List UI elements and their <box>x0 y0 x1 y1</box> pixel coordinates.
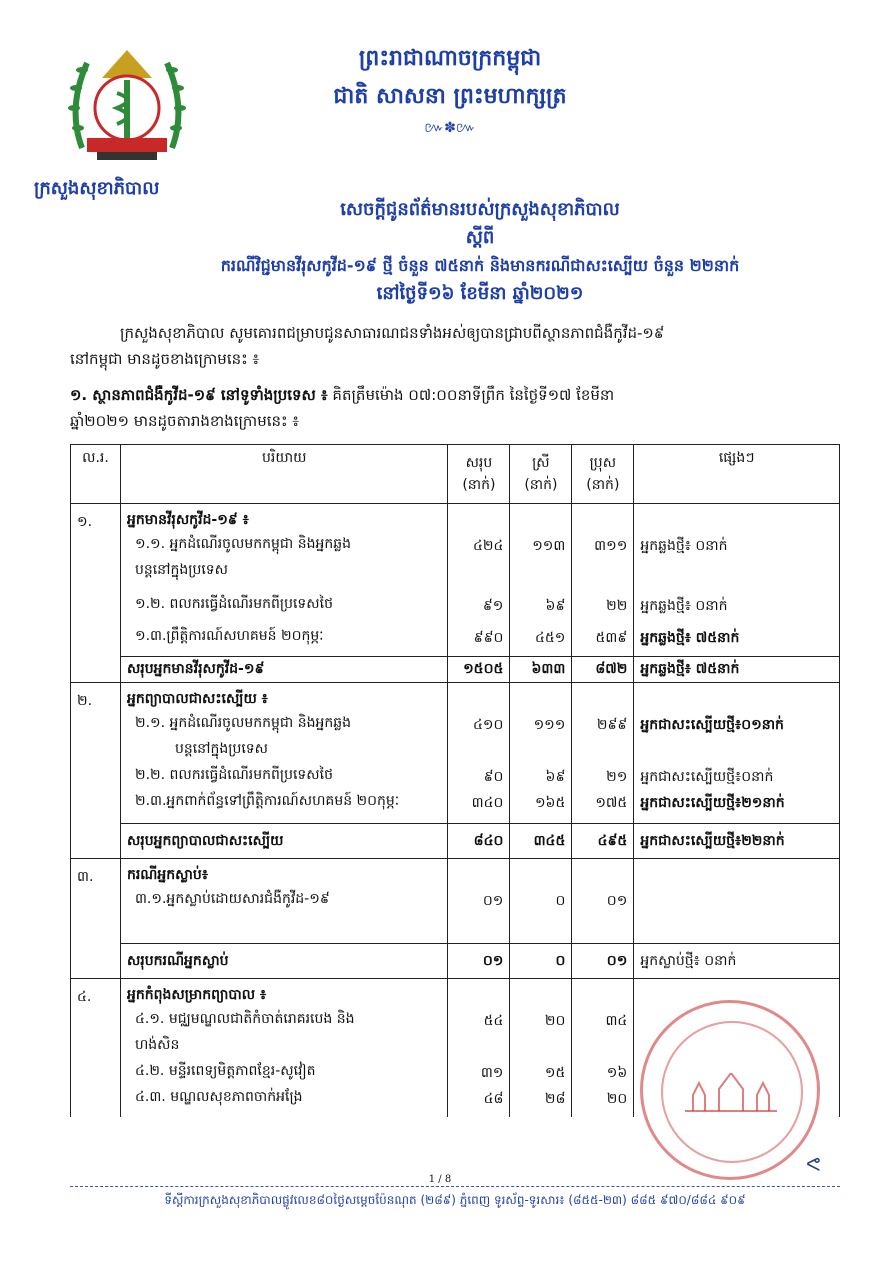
group-1-male: ៣១១ ២២ ៥៣៩ <box>572 504 634 657</box>
sum-desc: សរុបអ្នកព្យាបាលជាសះស្បើយ <box>120 824 447 859</box>
group-title: អ្នកកំពុងសម្រាកព្យាបាល ៖ <box>126 987 267 1003</box>
group-3-total: ០១ <box>448 859 510 944</box>
group-1-female: ១១៣ ៦៩ ៤៥១ <box>510 504 572 657</box>
group-2-male: ២៩៩ ២១ ១៧៥ <box>572 683 634 824</box>
group-1-totals: ៤២៤ ៩១ ៩៩០ <box>448 504 510 657</box>
sum-male: ៨៧២ <box>572 657 634 683</box>
section-1-line-2: ឆ្នាំ២០២១ មានដូចតារាងខាងក្រោមនេះ ៖ <box>70 412 299 430</box>
sum-male: ០១ <box>572 944 634 979</box>
group-2-body <box>120 683 447 824</box>
intro-line-2: នៅកម្ពុជា មានដូចខាងក្រោមនេះ ៖ <box>70 350 260 368</box>
title-line-3: ករណីវិជ្ជមានវីរុសកូវីដ-១៩ ថ្មី ចំនួន ៧៥នាក់ និងមានករណីជាសះស្បើយ ចំនួន ២២នាក់ <box>220 256 740 275</box>
sum-desc: សរុបករណីអ្នកស្លាប់ <box>120 944 447 979</box>
title-line-1: សេចក្តីជូនព័ត៌មានរបស់ក្រសួងសុខាភិបាល <box>340 199 620 220</box>
sum-total: ១៥០៥ <box>448 657 510 683</box>
group-1-body <box>120 504 447 657</box>
group-no: ១. <box>71 504 121 683</box>
row-desc: ២.៣.អ្នកពាក់ព័ន្ធទៅព្រឹត្តិការណ៍សហគមន៍ ២០កុម្ភៈ <box>134 793 400 809</box>
group-4-male: ៣៤ ១៦ ២០ <box>572 979 634 1118</box>
header-total: សរុប (នាក់) <box>448 445 510 504</box>
ornament-divider: ៚✽៚ <box>424 120 476 136</box>
sum-note: អ្នកឆ្លងថ្មី៖ ៧៥នាក់ <box>634 657 840 683</box>
sum-female: ០ <box>510 944 572 979</box>
section-1 <box>70 382 830 434</box>
group-no: ២. <box>71 683 121 859</box>
header-desc: បរិយាយ <box>120 445 447 504</box>
ministry-logo <box>62 38 192 178</box>
footer-address: ទីស្តីការក្រសួងសុខាភិបាលផ្លូវលេខ៨០ថ្ងៃសម្តេចប៉ែនណុត (២៨៩) ភ្នំពេញ ទូរស័ព្ទ-ទូរសារ៖ (៨៥៥-២៣) ៨៨៥ ៩៧០/៨៨៤ ៩០៩ <box>164 1193 746 1207</box>
section-1-text: គិតត្រឹមម៉ោង ០៧:០០នាទីព្រឹក នៃថ្ងៃទី១៧ ខែមីនា <box>327 386 615 404</box>
group-3-male: ០១ <box>572 859 634 944</box>
row-desc: ៤.១. មជ្ឈមណ្ឌលជាតិកំចាត់រោគរបេង និង ហង់សិន <box>134 1011 355 1053</box>
row-desc: ៤.២. មន្ទីរពេទ្យមិត្តភាពខ្មែរ-សូវៀត <box>134 1063 316 1079</box>
sum-total: ៨៤០ <box>448 824 510 859</box>
footer-divider <box>70 1186 840 1187</box>
angkor-temple-icon <box>683 1073 779 1113</box>
group-1-notes: អ្នកឆ្លងថ្មី៖ ០នាក់ អ្នកឆ្លងថ្មី៖ ០នាក់ អ្នកឆ្លងថ្មី៖ ៧៥នាក់ <box>634 504 840 657</box>
row-desc: ២.២. ពលករធ្វើដំណើរមកពីប្រទេសថៃ <box>134 767 333 783</box>
sum-female: ៦៣៣ <box>510 657 572 683</box>
group-no: ៤. <box>71 979 121 1118</box>
group-1-sum-row <box>71 657 840 683</box>
group-2-totals: ៤១០ ៩០ ៣៤០ <box>448 683 510 824</box>
row-desc: ៤.៣. មណ្ឌលសុខភាពចាក់អង្រែ <box>134 1089 303 1105</box>
row-desc: ១.៣.ព្រឹត្តិការណ៍សហគមន៍ ២០កុម្ភៈ <box>134 628 324 644</box>
sum-note: អ្នកជាសះស្បើយថ្មី៖២២នាក់ <box>634 824 840 859</box>
sum-female: ៣៤៥ <box>510 824 572 859</box>
official-stamp <box>640 1000 820 1180</box>
header-male: ប្រុស (នាក់) <box>572 445 634 504</box>
group-2 <box>71 683 840 824</box>
sum-male: ៤៩៥ <box>572 824 634 859</box>
kingdom-title: ព្រះរាជាណាចក្រកម្ពុជា <box>358 46 542 71</box>
group-2-sum-row <box>71 824 840 859</box>
group-3-note <box>634 859 840 944</box>
group-1 <box>71 504 840 657</box>
group-title: អ្នកព្យាបាលជាសះស្បើយ ៖ <box>126 691 268 707</box>
group-2-female: ១១១ ៦៩ ១៦៥ <box>510 683 572 824</box>
national-motto: ជាតិ សាសនា ព្រះមហាក្សត្រ <box>333 84 567 109</box>
header-female: ស្រី (នាក់) <box>510 445 572 504</box>
intro-line-1: ក្រសួងសុខាភិបាល សូមគោរពជម្រាបជូនសាធារណជនទាំងអស់ឲ្យបានជ្រាបពីស្ថានភាពជំងឺកូវីដ-១៩ <box>120 324 665 342</box>
row-desc: ៣.១.អ្នកស្លាប់ដោយសារជំងឺកូវីដ-១៩ <box>134 891 330 907</box>
document-title <box>150 196 810 308</box>
group-no: ៣. <box>71 859 121 979</box>
group-2-notes: អ្នកជាសះស្បើយថ្មី៖០១នាក់ អ្នកជាសះស្បើយថ្មី៖០នាក់ អ្នកជាសះស្បើយថ្មី៖២១នាក់ <box>634 683 840 824</box>
sum-note: អ្នកស្លាប់ថ្មី៖ ០នាក់ <box>634 944 840 979</box>
group-3-sum-row <box>71 944 840 979</box>
table-header-row <box>71 445 840 504</box>
sum-total: ០១ <box>448 944 510 979</box>
group-3 <box>71 859 840 944</box>
group-3-female: ០ <box>510 859 572 944</box>
signature: ᕙ <box>806 1152 821 1176</box>
ministry-name: ក្រសួងសុខាភិបាល <box>34 178 160 199</box>
title-line-2: ស្តីពី <box>465 227 495 248</box>
header-no: ល.រ. <box>71 445 121 504</box>
title-line-4: នៅថ្ងៃទី១៦ ខែមីនា ឆ្នាំ២០២១ <box>376 283 584 304</box>
sum-desc: សរុបអ្នកមានវីរុសកូវីដ-១៩ <box>120 657 447 683</box>
page-number: 1 / 8 <box>428 1174 452 1185</box>
group-title: ករណីអ្នកស្លាប់៖ <box>126 867 208 883</box>
intro-paragraph <box>70 320 830 372</box>
group-3-body <box>120 859 447 944</box>
row-desc: ២.១. អ្នកដំណើរចូលមកកម្ពុជា និងអ្នកឆ្លង បន្តនៅក្នុងប្រទេស <box>134 715 352 757</box>
row-desc: ១.១. អ្នកដំណើរចូលមកកម្ពុជា និងអ្នកឆ្លង បន្តនៅក្នុងប្រទេស <box>134 536 352 578</box>
group-4-totals: ៥៤ ៣១ ៤៨ <box>448 979 510 1118</box>
group-title: អ្នកមានវីរុសកូវីដ-១៩ ៖ <box>126 512 249 528</box>
header-other: ផ្សេងៗ <box>634 445 840 504</box>
section-1-heading: ១. ស្ថានភាពជំងឺកូវីដ-១៩ នៅទូទាំងប្រទេស ៖ <box>70 386 328 404</box>
group-4-female: ២០ ១៥ ២៨ <box>510 979 572 1118</box>
group-4-body <box>120 979 447 1118</box>
row-desc: ១.២. ពលករធ្វើដំណើរមកពីប្រទេសថៃ <box>134 596 333 612</box>
